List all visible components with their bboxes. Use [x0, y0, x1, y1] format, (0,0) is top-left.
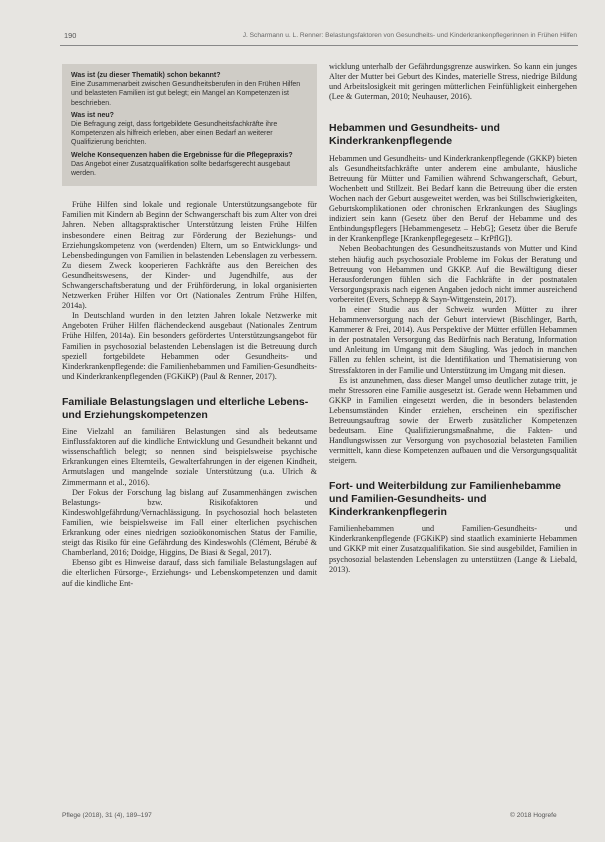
- paragraph: Der Fokus der Forschung lag bislang auf Zusammenhängen zwischen Belastungs- bzw. Risikofaktoren und Kindeswohlgefährdung/Vernachlässigung. In psychosozial hoch belasteten Familien, wie beispielsweise im Fall einer elterlichen psychischen Erkrankung oder eines niedrigen sozioökonomischen Status der Familie, steigt das Risiko für eine Gefährdung des Kindeswohls (Clément, Bérubé & Chamberland, 2016; Doidge, Higgins, De Biasi & Segal, 2017).: [62, 487, 317, 558]
- right-body-intro: [329, 62, 577, 102]
- paragraph: Es ist anzunehmen, dass dieser Mangel umso deutlicher zutage tritt, je mehr Stressoren eine Familie ausgesetzt ist. Gerade wenn Hebammen und GKKP in Familien eingesetzt werden, die in besonders belastenden Lebensumständen Kinder erziehen, erscheinen ein spezifischer Betreuungsauftrag sowie der Erwerb zusätzlicher Kompetenzen bedeutsam. Eine Qualifizierungsmaßnahme, die Fakten- und Handlungswissen zur Versorgung von psychosozial belasteten Familien vermittelt, kann diese Kompetenzen aufbauen und die Versorgungsqualität steigern.: [329, 375, 577, 466]
- right-body-1: [329, 154, 577, 467]
- header-rule: [60, 45, 578, 46]
- paragraph: wicklung unterhalb der Gefährdungsgrenze auswirken. So kann ein junges Alter der Mutter bei Geburt des Kindes, materielle Stress, niedrige Bildung und Arbeitslosigkeit mit geringen mütterlichen Feinfühligkeit einhergehen (Lee & Guterman, 2010; Neuhauser, 2016).: [329, 62, 577, 102]
- section-heading-fortbildung: Fort- und Weiterbildung zur Familienhebamme und Familien-Gesundheits- und Kinderkrankenpflegerin: [329, 480, 561, 518]
- summary-box: [62, 64, 317, 186]
- paragraph: Neben Beobachtungen des Gesundheitszustands von Mutter und Kind stehen häufig auch psychosoziale Probleme im Fokus der Beratung und Betreuung von Hebammen und GKKP. Auf die Bewältigung dieser Herausforderungen fühlen sich die Fachkräfte in der postnatalen Versorgungspraxis nach eigenen Angaben jedoch nicht immer ausreichend vorbereitet (Evers, Schnepp & Sayn-Wittgenstein, 2017).: [329, 244, 577, 304]
- paragraph: Familienhebammen und Familien-Gesundheits- und Kinderkrankenpflegende (FGKiKP) sind staatlich examinierte Hebammen und GKKP mit einer Zusatzqualifikation. Sie sind ausgebildet, Familien in psychosozial belastenden Lebenslagen zu unterstützen (Lange & Liebald, 2013).: [329, 524, 577, 574]
- box-answer-2: Die Befragung zeigt, dass fortgebildete Gesundheitsfachkräfte ihre Kompetenzen als hilfreich erleben, aber einen Bedarf an weiterer Qualifizierung berichten.: [71, 121, 278, 147]
- running-title: J. Scharmann u. L. Renner: Belastungsfaktoren von Gesundheits- und Kinderkrankenpflegerinnen in Frühen Hilfen: [242, 32, 577, 39]
- paragraph: In einer Studie aus der Schweiz wurden Mütter zu ihrer Hebammenversorgung nach der Geburt interviewt (Bischlinger, Barth, Kammerer & Frei, 2014). Aus Perspektive der Mütter erfüllen Hebammen in der postnatalen Versorgung das Bedürfnis nach Beratung, Information und Anleitung im Umgang mit dem Säugling. Was jedoch in manchen Fällen zu fehlen scheint, ist die Identifikation und Thematisierung von Stressfaktoren in der Familie und Unterstützung im Umgang mit diesen.: [329, 304, 577, 375]
- section-heading-belastungslagen: Familiale Belastungslagen und elterliche Lebens- und Erziehungskompetenzen: [62, 395, 309, 421]
- box-question-3: Welche Konsequenzen haben die Ergebnisse für die Pflegepraxis?: [71, 151, 293, 159]
- left-column: [62, 64, 317, 589]
- paragraph: Hebammen und Gesundheits- und Kinderkrankenpflegende (GKKP) bieten als Gesundheitsfachkräfte unter anderem eine ambulante, häusliche Betreuung für Mütter und Familien während Schwangerschaft, Geburt, Wochenbett und Stillzeit. Bei Bedarf kann die Betreuung über die ersten Wochen nach der Geburt ausgeweitet werden, was bei Stillschwierigkeiten, Geburtskomplikationen oder chronischen Erkrankungen des Säuglings indiziert sein kann (Gesetz über den Beruf der Hebamme und des Entbindungspflegers [Hebammengesetz – HebG]; Gesetz über die Berufe in der Krankenpflege [Krankenpflegegesetz – KrPflG]).: [329, 153, 577, 244]
- right-column: [329, 62, 577, 575]
- page-number: 190: [64, 31, 77, 40]
- paragraph: Eine Vielzahl an familiären Belastungen sind als bedeutsame Einflussfaktoren auf die kindliche Entwicklung und Gesundheit bekannt und wissenschaftlich belegt; so nennen sind beispielsweise psychische Erkrankungen eines Elternteils, Gewalterfahrungen in der eigenen Kindheit, Armutslagen und mangelnde soziale Unterstützung (u.a. Ulrich & Zimmermann et al., 2016).: [62, 427, 317, 487]
- paragraph: Frühe Hilfen sind lokale und regionale Unterstützungsangebote für Familien mit Kindern ab Beginn der Schwangerschaft bis zum Alter von drei Jahren. Neben alltagspraktischer Unterstützung leisten Frühe Hilfen insbesondere einen Beitrag zur Förderung der Beziehungs- und Erziehungskompetenz von (werdenden) Eltern, um so Entwicklungs- und Lebensbedingungen von Familien in belastenden Lebenslagen zu verbessern. Zu diesem Zweck kooperieren Fachkräfte aus den Bereichen des Gesundheitswesens, der Kinder- und Jugendhilfe, aus der Schwangerschaftsberatung und der Frühförderung, in lokal organisierten Netzwerken Früher Hilfen vor Ort (Nationales Zentrum Frühe Hilfen, 2014a).: [62, 200, 317, 311]
- footer-copyright: © 2018 Hogrefe: [510, 812, 557, 819]
- box-question-1: Was ist (zu dieser Thematik) schon bekannt?: [71, 72, 221, 79]
- footer-citation: Pflege (2018), 31 (4), 189–197: [62, 812, 152, 819]
- left-body: [62, 200, 317, 382]
- box-answer-1: Eine Zusammenarbeit zwischen Gesundheitsberufen in den Frühen Hilfen und belasteten Familien ist gut belegt; ein Mangel an Kompetenzen ist beschrieben.: [71, 81, 301, 107]
- box-answer-3: Das Angebot einer Zusatzqualifikation sollte bedarfsgerecht ausgebaut werden.: [71, 160, 291, 178]
- paragraph: In Deutschland wurden in den letzten Jahren lokale Netzwerke mit Angeboten Früher Hilfen flächendeckend ausgebaut (Nationales Zentrum Frühe Hilfen, 2014a). Ein besonders gefördertes Unterstützungsangebot für Familien in psychosozial belastenden Lebenslagen ist die Betreuung durch speziell fortgebildete Hebammen oder Gesundheits- und Kinderkrankenpflegende: die Familienhebammen und Familien-Gesundheits- und Kinderkrankenpflegenden (FGKiKP) (Paul & Renner, 2017).: [62, 311, 317, 381]
- box-question-2: Was ist neu?: [71, 111, 114, 119]
- paragraph: Ebenso gibt es Hinweise darauf, dass sich familiale Belastungslagen auf die elterlichen Fürsorge-, Erziehungs- und Lebenskompetenzen und damit auf die kindliche Ent-: [62, 558, 317, 588]
- left-body-2: [62, 427, 317, 589]
- section-heading-hebammen: Hebammen und Gesundheits- und Kinderkrankenpflegende: [329, 122, 500, 147]
- right-body-2: [329, 524, 577, 574]
